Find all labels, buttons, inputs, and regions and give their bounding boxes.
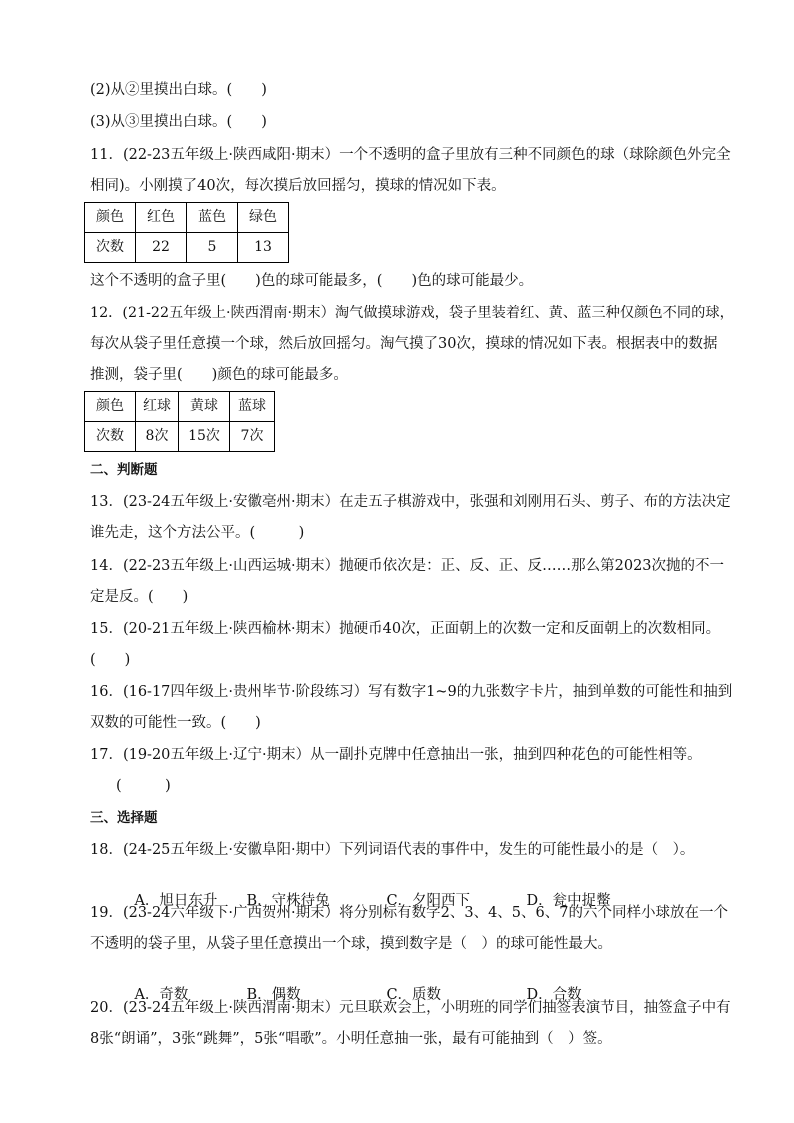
table-cell: 次数 — [85, 422, 136, 452]
q20-line-2: 8张“朗诵”，3张“跳舞”，5张“唱歌”。小明任意抽一张，最有可能抽到（ ）签。 — [90, 1031, 612, 1047]
option-d[interactable]: D．瓮中捉鳖 — [526, 893, 611, 909]
section-title-choice: 三、选择题 — [90, 810, 158, 826]
q14-line-2: 定是反。( ) — [90, 589, 189, 605]
option-a[interactable]: A．旭日东升 — [134, 893, 218, 909]
q19-line-2: 不透明的袋子里，从袋子里任意摸出一个球，摸到数字是（ ）的球可能性最大。 — [90, 936, 612, 952]
q14-line-1: 14．(22-23五年级上·山西运城·期末）抛硬币依次是：正、反、正、反……那么第2023次抛的不一 — [90, 558, 725, 574]
q11-table — [84, 202, 289, 263]
q16-line-1: 16．(16-17四年级上·贵州毕节·阶段练习）写有数字1~9的九张数字卡片，抽到单数的可能性和抽到 — [90, 684, 733, 700]
table-cell: 红色 — [136, 203, 187, 233]
q12-line-2: 每次从袋子里任意摸一个球，然后放回摇匀。淘气摸了30次，摸球的情况如下表。根据表中的数据 — [90, 336, 718, 352]
table-cell: 13 — [238, 233, 289, 263]
q20-line-1: 20．(23-24五年级上·陕西渭南·期末）元旦联欢会上，小明班的同学们抽签表演节目，抽签盒子中有 — [90, 1000, 731, 1016]
q13-line-1: 13．(23-24五年级上·安徽亳州·期末）在走五子棋游戏中，张强和刘刚用石头、剪子、布的方法决定 — [90, 494, 731, 510]
q19-line-1: 19．(23-24六年级下·广西贺州·期末）将分别标有数字2、3、4、5、6、7的六个同样小球放在一个 — [90, 905, 728, 921]
option-c[interactable]: C．质数 — [386, 987, 442, 1003]
q11-line-2: 相同)。小刚摸了40次，每次摸后放回摇匀，摸球的情况如下表。 — [90, 178, 506, 194]
q18-line-1: 18．(24-25五年级上·安徽阜阳·期中）下列词语代表的事件中，发生的可能性最小的是（ ）。 — [90, 842, 695, 858]
q12-line-3: 推测，袋子里( )颜色的球可能最多。 — [90, 367, 348, 383]
q11-line-1: 11．(22-23五年级上·陕西咸阳·期末）一个不透明的盒子里放有三种不同颜色的球（球除颜色外完全 — [90, 147, 731, 163]
option-d[interactable]: D．合数 — [526, 987, 582, 1003]
q12-line-1: 12．(21-22五年级上·陕西渭南·期末）淘气做摸球游戏，袋子里装着红、黄、蓝三种仅颜色不同的球， — [90, 305, 734, 321]
table-cell: 红球 — [136, 392, 179, 422]
option-a[interactable]: A．奇数 — [134, 987, 189, 1003]
q15-line-2: ( ) — [90, 652, 131, 668]
table-row — [85, 392, 275, 422]
table-cell: 次数 — [85, 233, 136, 263]
section-title-judgement: 二、判断题 — [90, 462, 158, 478]
q10-item-2: (2)从②里摸出白球。( ) — [90, 82, 267, 98]
q12-table — [84, 391, 275, 452]
table-row — [85, 422, 275, 452]
q11-line-3: 这个不透明的盒子里( )色的球可能最多，( )色的球可能最少。 — [90, 273, 534, 289]
table-cell: 8次 — [136, 422, 179, 452]
table-cell: 15次 — [179, 422, 230, 452]
table-row — [85, 233, 289, 263]
table-cell: 颜色 — [85, 203, 136, 233]
table-cell: 5 — [187, 233, 238, 263]
q10-item-3: (3)从③里摸出白球。( ) — [90, 114, 267, 130]
option-b[interactable]: B．守株待兔 — [246, 893, 330, 909]
table-cell: 22 — [136, 233, 187, 263]
table-cell: 颜色 — [85, 392, 136, 422]
table-cell: 蓝球 — [230, 392, 275, 422]
table-cell: 蓝色 — [187, 203, 238, 233]
q16-line-2: 双数的可能性一致。( ) — [90, 715, 261, 731]
q15-line-1: 15．(20-21五年级上·陕西榆林·期末）抛硬币40次，正面朝上的次数一定和反面朝上的次数相同。 — [90, 621, 721, 637]
table-cell: 7次 — [230, 422, 275, 452]
q13-line-2: 谁先走，这个方法公平。( ) — [90, 525, 305, 541]
table-cell: 黄球 — [179, 392, 230, 422]
option-c[interactable]: C．夕阳西下 — [386, 893, 471, 909]
table-cell: 绿色 — [238, 203, 289, 233]
q17-line-2: ( ) — [116, 778, 171, 794]
q17-line-1: 17．(19-20五年级上·辽宁·期末）从一副扑克牌中任意抽出一张，抽到四种花色的可能性相等。 — [90, 747, 702, 763]
table-row — [85, 203, 289, 233]
option-b[interactable]: B．偶数 — [246, 987, 301, 1003]
